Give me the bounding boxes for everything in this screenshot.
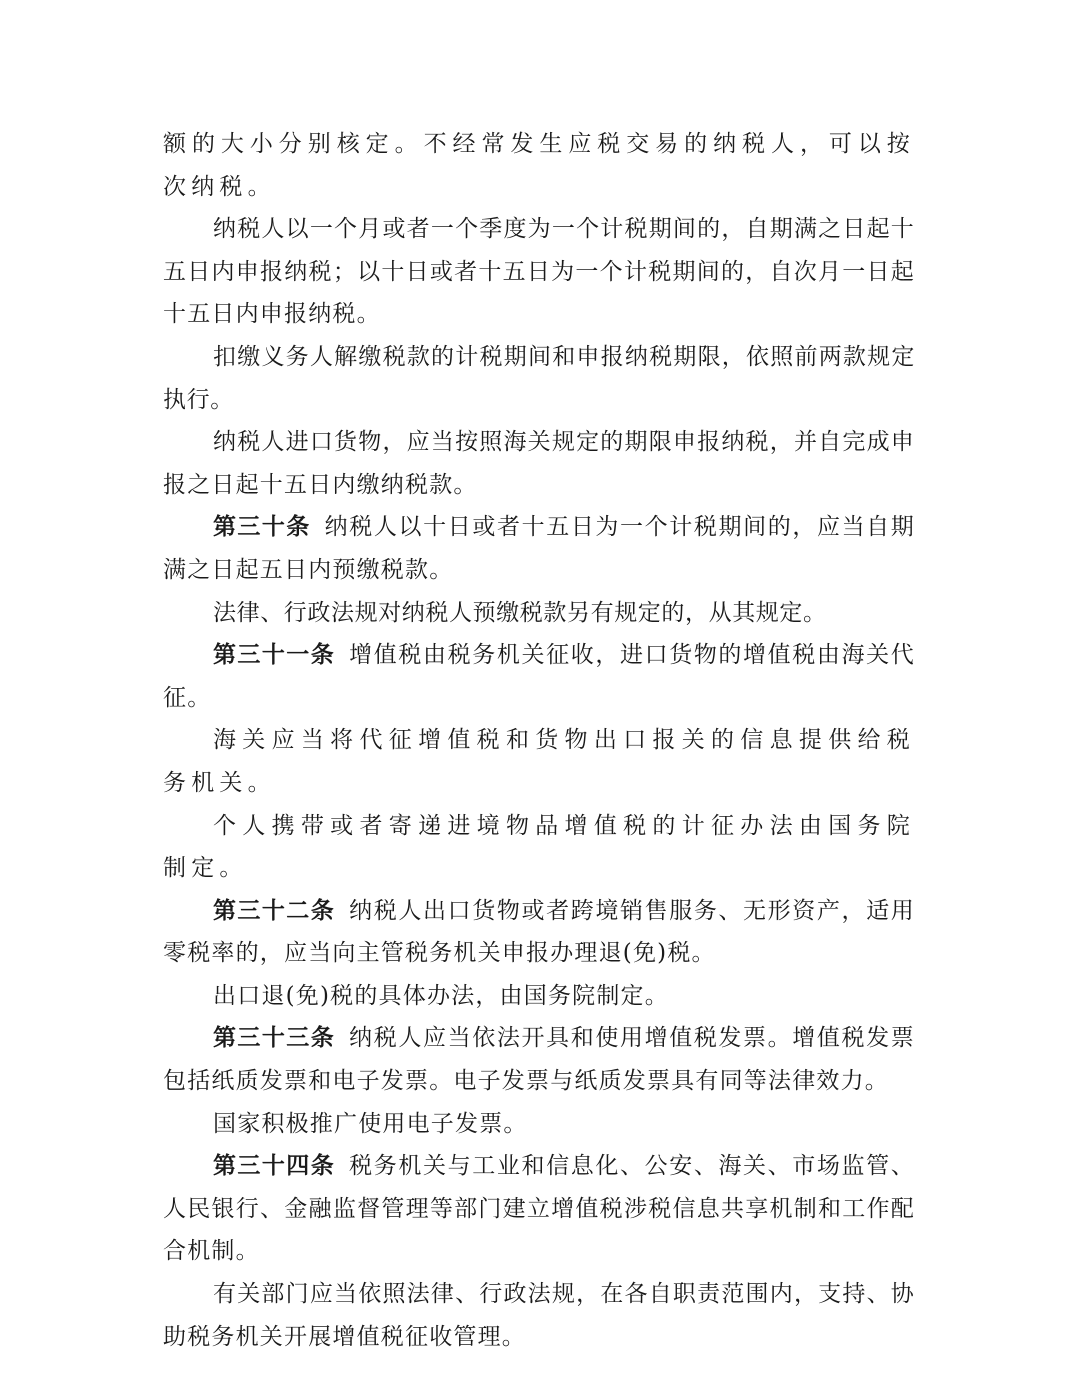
paragraph-text: 扣缴义务人解缴税款的计税期间和申报纳税期限，依照前两款规定执行。 xyxy=(163,343,915,413)
paragraph xyxy=(163,1103,915,1146)
paragraph xyxy=(163,1273,915,1358)
paragraph-text: 纳税人应当依法开具和使用增值税发票。增值税发票包括纸质发票和电子发票。电子发票与纸质发票具有同等法律效力。 xyxy=(163,1025,915,1095)
paragraph-text: 纳税人以十日或者十五日为一个计税期间的，应当自期满之日起五日内预缴税款。 xyxy=(163,514,916,583)
article-heading: 第三十三条 xyxy=(213,1025,336,1052)
paragraph xyxy=(163,1017,915,1102)
paragraph xyxy=(163,208,915,336)
paragraph xyxy=(163,123,915,208)
paragraph-text: 国家积极推广使用电子发票。 xyxy=(213,1110,528,1137)
article-heading: 第三十条 xyxy=(213,514,311,541)
article-heading: 第三十四条 xyxy=(213,1153,336,1180)
paragraph xyxy=(163,719,915,804)
paragraph-text: 海关应当将代征增值税和货物出口报关的信息提供给税务机关。 xyxy=(163,727,915,796)
paragraph-text: 有关部门应当依照法律、行政法规，在各自职责范围内，支持、协助税务机关开展增值税征收管理。 xyxy=(163,1281,915,1350)
article-heading: 第三十一条 xyxy=(213,642,336,669)
paragraph xyxy=(163,421,915,506)
article-heading: 第三十二条 xyxy=(213,897,336,924)
paragraph-text: 纳税人出口货物或者跨境销售服务、无形资产，适用零税率的，应当向主管税务机关申报办理退(免)税。 xyxy=(163,897,915,967)
paragraph xyxy=(163,975,915,1018)
paragraph-text: 增值税由税务机关征收，进口货物的增值税由海关代征。 xyxy=(163,642,915,711)
paragraph xyxy=(163,336,915,421)
paragraph xyxy=(163,805,915,890)
paragraph xyxy=(163,592,915,635)
paragraph-text: 出口退(免)税的具体办法，由国务院制定。 xyxy=(213,982,669,1009)
paragraph-text: 税务机关与工业和信息化、公安、海关、市场监管、人民银行、金融监督管理等部门建立增值税涉税信息共享机制和工作配合机制。 xyxy=(163,1153,915,1265)
paragraph-text: 纳税人以一个月或者一个季度为一个计税期间的，自期满之日起十五日内申报纳税；以十日或者十五日为一个计税期间的，自次月一日起十五日内申报纳税。 xyxy=(163,216,915,328)
document-page xyxy=(163,123,915,1358)
paragraph-text: 额的大小分别核定。不经常发生应税交易的纳税人，可以按次纳税。 xyxy=(163,131,915,200)
paragraph-text: 个人携带或者寄递进境物品增值税的计征办法由国务院制定。 xyxy=(163,812,915,882)
paragraph-text: 纳税人进口货物，应当按照海关规定的期限申报纳税，并自完成申报之日起十五日内缴纳税款。 xyxy=(163,429,915,498)
paragraph xyxy=(163,890,915,975)
paragraph xyxy=(163,1145,915,1273)
paragraph-text: 法律、行政法规对纳税人预缴税款另有规定的，从其规定。 xyxy=(213,599,827,626)
paragraph xyxy=(163,634,915,719)
paragraph xyxy=(163,506,915,591)
